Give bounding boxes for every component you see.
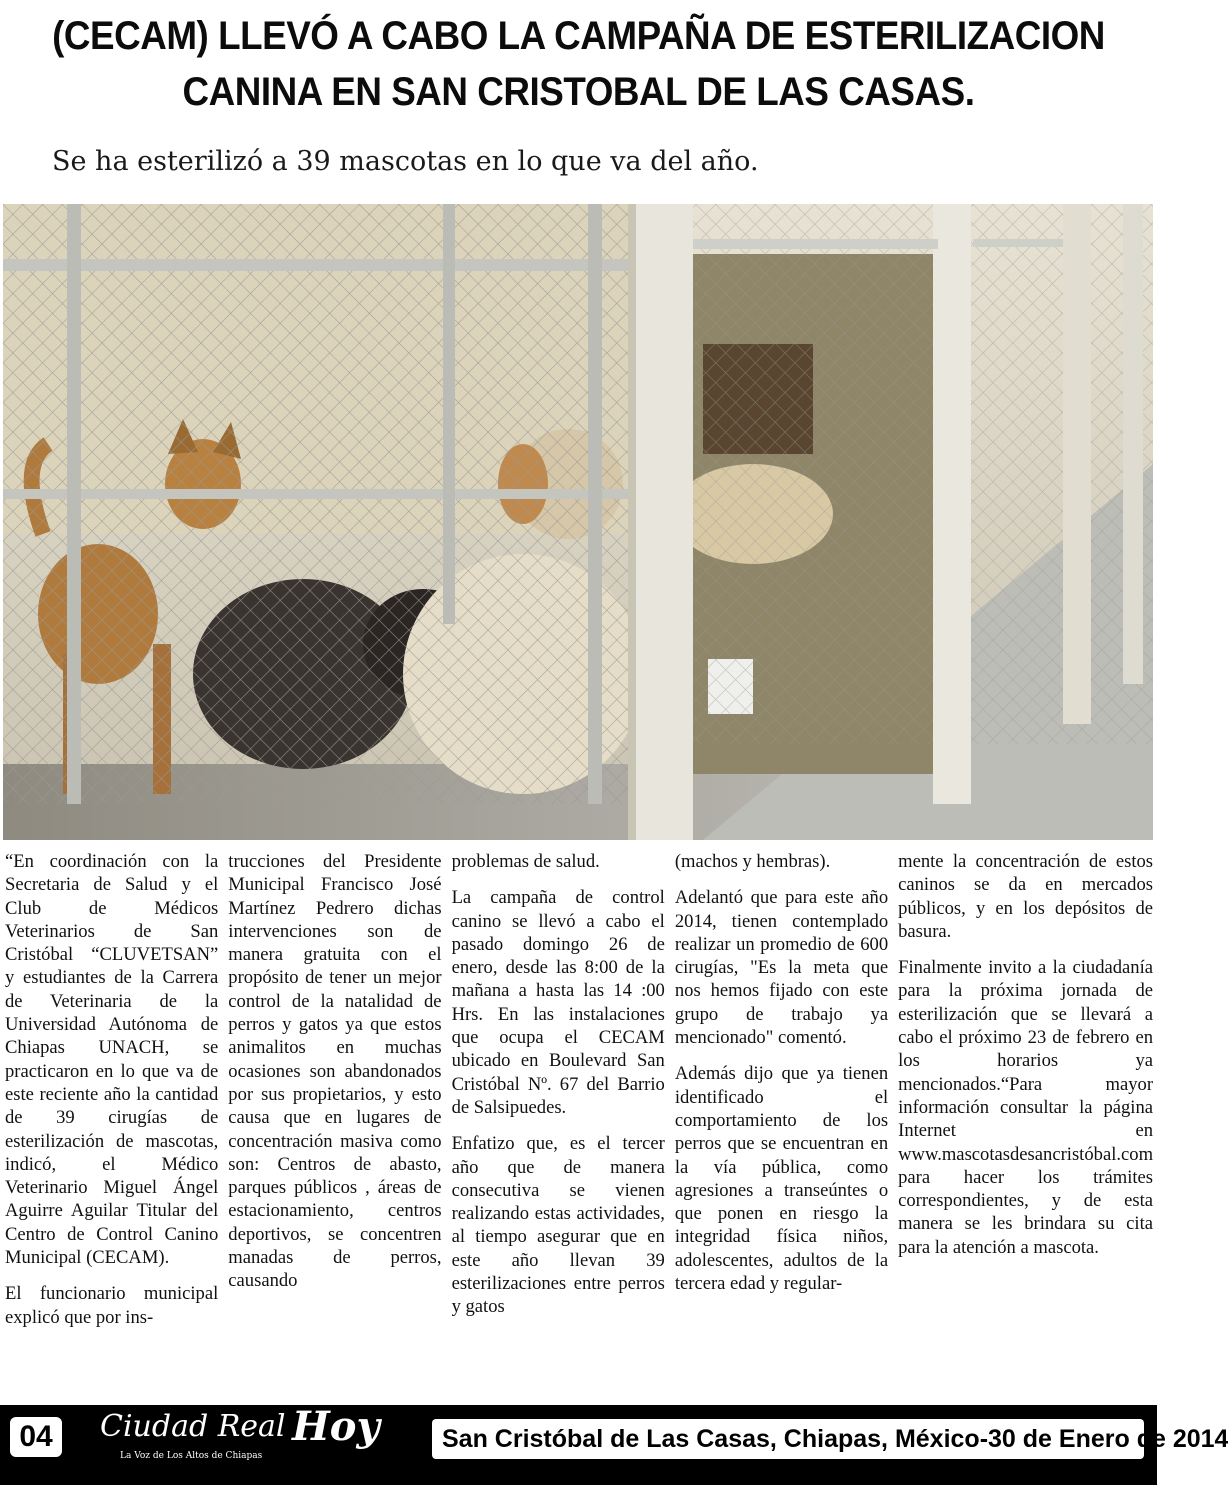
paragraph: El funcionario municipal explicó que por ins- (5, 1283, 219, 1328)
article-column-3 (452, 850, 665, 1395)
article-column-1 (5, 850, 218, 1395)
footer-separator: - (979, 1425, 989, 1453)
paragraph: La campaña de control canino se llevó a cabo el pasado domingo 26 de enero, desde las 8:00 de la mañana a hasta las 14 :00 Hrs. En las instalaciones que ocupa el CECAM ubicado en Boulevard San Cristóbal Nº. 67 del Barrio de Salsipuedes. (451, 887, 665, 1118)
brand-tagline: La Voz de Los Altos de Chiapas (120, 1451, 263, 1461)
paragraph: “En coordinación con la Secretaria de Salud y el Club de Médicos Veterinarios de San Cristóbal “CLUVETSAN” y estudiantes de la Carrera de Veterinaria de la Universidad Autónoma de Chiapas UNACH, se practicaron en lo que va de este reciente año la cantidad de 39 cirugías de esterilización de mascotas, indicó, el Médico Veterinario Miguel Ángel Aguirre Aguilar Titular del Centro de Control Canino Municipal (CECAM). (5, 851, 219, 1269)
brand-hoy: Hoy (292, 1403, 380, 1450)
footer-location: San Cristóbal de Las Casas, Chiapas, México (442, 1425, 980, 1453)
subheadline: Se ha esterilizó a 39 mascotas en lo que va del año. (52, 146, 759, 177)
article-column-5 (898, 850, 1153, 1395)
article-column-4 (675, 850, 888, 1395)
headline-line-2: CANINA EN SAN CRISTOBAL DE LAS CASAS. (182, 70, 975, 114)
paragraph: Finalmente invito a la ciudadanía para la próxima jornada de esterilización que se llevará a cabo el próximo 23 de febrero en los horarios ya mencionados.“Para mayor información consultar la página Internet en www.mascotasdesancristóbal.com para hacer los trámites correspondientes, y de esta manera se les brindara su cita para la atención a mascota. (898, 957, 1154, 1258)
footer-date: 30 de Enero de 2014 (988, 1425, 1228, 1453)
article-column-2 (228, 850, 441, 1395)
paragraph: Enfatizo que, es el tercer año que de manera consecutiva se vienen realizando estas actividades, al tiempo asegurar que en este año llevan 39 esterilizaciones entre perros y gatos (451, 1133, 665, 1318)
footer-dateline (432, 1419, 1228, 1459)
page-footer (0, 1403, 1228, 1485)
kennel-dogs-illustration (3, 204, 1153, 840)
headline (46, 8, 1110, 120)
headline-line-1: (CECAM) LLEVÓ A CABO LA CAMPAÑA DE ESTERILIZACION (52, 14, 1105, 58)
paragraph: trucciones del Presidente Municipal Francisco José Martínez Pedrero dichas intervenciones son de manera gratuita con el propósito de tener un mejor control de la natalidad de perros y gatos ya que estos animalitos en muchas ocasiones son abandonados por sus propietarios, y esto causa que en lugares de concentración masiva como son: Centros de abasto, parques públicos , áreas de estacionamiento, centros deportivos, se concentren manadas de perros, causando (228, 851, 442, 1292)
paragraph: problemas de salud. (451, 851, 600, 872)
page-number: 04 (10, 1417, 62, 1457)
brand-name: Ciudad Real (100, 1409, 286, 1444)
paragraph: Adelantó que para este año 2014, tienen contemplado realizar un promedio de 600 cirugías, "Es la meta que nos hemos fijado con este grupo de trabajo ya mencionado" comentó. (674, 887, 889, 1049)
paragraph: (machos y hembras). (674, 851, 831, 872)
paragraph: mente la concentración de estos caninos se da en mercados públicos, y en los depósitos de basura. (898, 851, 1154, 942)
paragraph: Además dijo que ya tienen identificado el comportamiento de los perros que se encuentran en la vía pública, como agresiones a transeúntes o que ponen en riesgo la integridad física niños, adolescentes, adultos de la tercera edad y regular- (674, 1063, 889, 1295)
article-photo (3, 204, 1153, 840)
article-body (5, 850, 1153, 1395)
newspaper-logo (100, 1403, 400, 1469)
